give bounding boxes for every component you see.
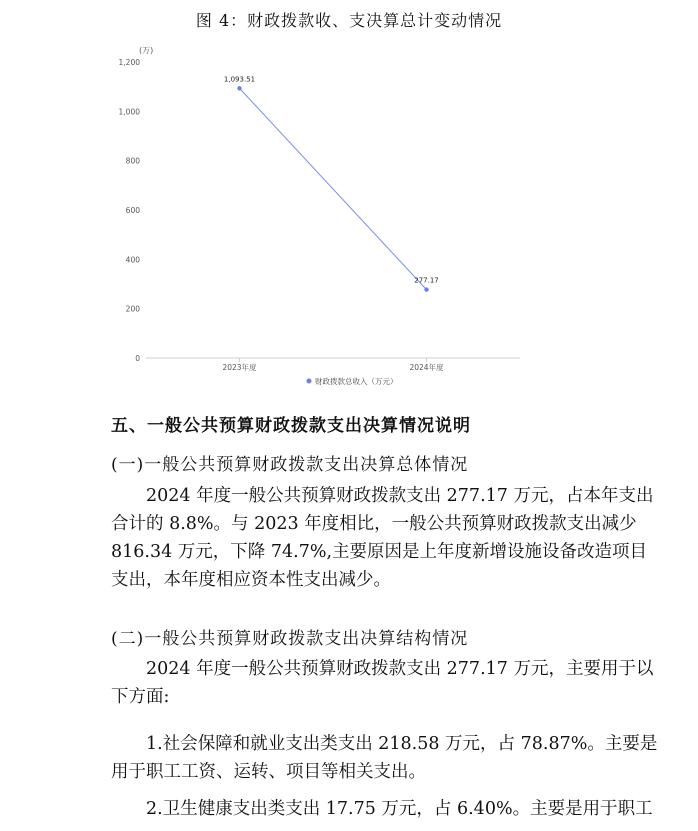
figure-title: 图 4：财政拨款收、支决算总计变动情况	[195, 11, 503, 30]
legend-label: 财政拨款总收入（万元）	[315, 377, 398, 386]
series-line	[240, 88, 427, 289]
legend-marker	[307, 379, 312, 384]
subsection-heading-overall: (一)一般公共预算财政拨款支出决算总体情况	[111, 455, 469, 475]
section-heading: 五、一般公共预算财政拨款支出决算情况说明	[111, 416, 471, 436]
paragraph-line: 下方面:	[111, 687, 170, 707]
paragraph-overall	[111, 482, 654, 594]
y-tick-label: 600	[125, 206, 140, 215]
y-tick-label: 0	[135, 354, 140, 363]
paragraph-social-security	[111, 730, 658, 786]
legend	[307, 376, 398, 386]
y-tick-label: 400	[125, 255, 140, 265]
data-point	[237, 86, 241, 90]
paragraph-line: 用于职工工资、运转、项目等相关支出。	[111, 762, 426, 782]
y-axis-ticks	[119, 58, 141, 363]
paragraph-structure	[111, 655, 654, 711]
x-tick-label: 2024年度	[409, 363, 444, 372]
line-chart	[110, 38, 530, 394]
paragraph-line: 2024 年度一般公共预算财政拨款支出 277.17 万元，占本年支出	[146, 486, 654, 506]
y-tick-label: 800	[125, 156, 140, 166]
x-axis-ticks	[222, 358, 444, 372]
series-layer	[224, 75, 439, 292]
paragraph-line: 1.社会保障和就业支出类支出 218.58 万元，占 78.87%。主要是	[146, 734, 658, 754]
data-point	[424, 287, 428, 291]
y-tick-label: 1,200	[118, 58, 140, 67]
paragraph-line: 支出，本年度相应资本性支出减少。	[111, 570, 391, 590]
paragraph-line: 2.卫生健康支出类支出 17.75 万元，占 6.40%。主要是用于职工	[146, 799, 653, 819]
subsection-heading-structure: (二)一般公共预算财政拨款支出决算结构情况	[111, 629, 469, 649]
paragraph-line: 2024 年度一般公共预算财政拨款支出 277.17 万元，主要用于以	[146, 659, 654, 679]
paragraph-line: 合计的 8.8%。与 2023 年度相比，一般公共预算财政拨款支出减少	[111, 514, 637, 534]
y-axis-unit-label: (万)	[139, 46, 154, 55]
paragraph-line: 816.34 万元，下降 74.7%,主要原因是上年度新增设施设备改造项目	[111, 542, 648, 562]
data-label: 277.17	[414, 276, 439, 285]
x-tick-label: 2023年度	[222, 363, 257, 372]
data-label: 1,093.51	[223, 75, 256, 84]
y-tick-label: 1,000	[118, 107, 140, 117]
paragraph-health	[111, 795, 653, 823]
y-tick-label: 200	[125, 304, 140, 314]
